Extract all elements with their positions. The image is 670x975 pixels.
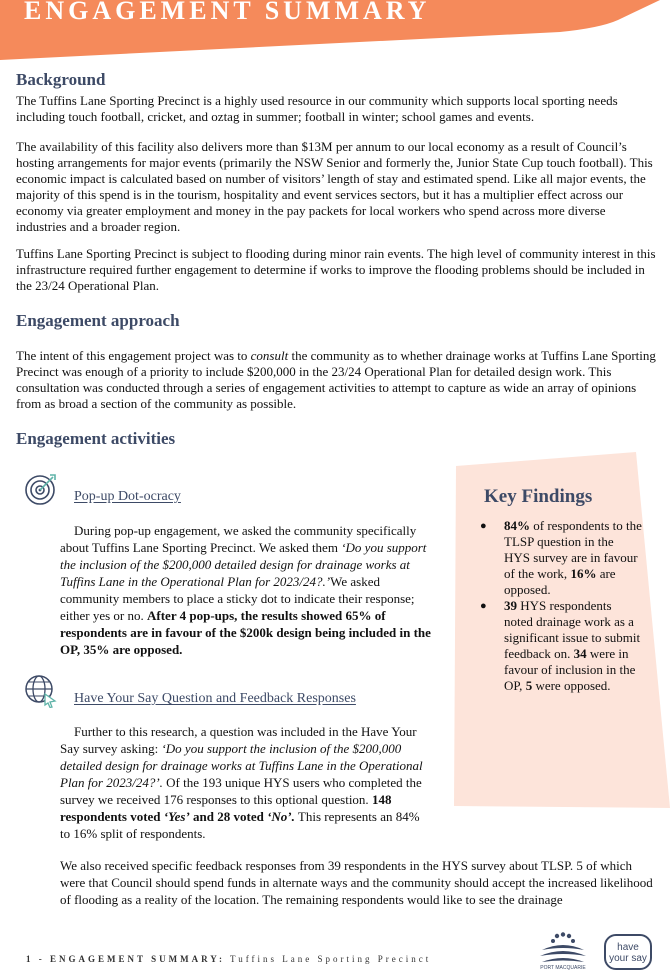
target-icon [24,472,58,506]
background-paragraph-1: The Tuffins Lane Sporting Precinct is a highly used resource in our community which supports local sporting needs including touch football, cricket, and oztag in summer; football in winter; school games and events. [16,93,618,124]
key-findings-title: Key Findings [484,486,593,507]
background-heading: Background [16,70,106,89]
globe-icon [24,674,58,708]
key-finding-item: ● 39 HYS respondents noted drainage work as a significant issue to submit feedback on. 34 were in favour of inclusion in the OP, 5 were opposed. [480,598,641,693]
page-footer: 1 - ENGAGEMENT SUMMARY: Tuffins Lane Sporting Precinct [26,954,432,964]
hys-feedback-paragraph: We also received specific feedback responses from 39 respondents in the HYS survey about TLSP. 5 of which were that Council should spend funds in alternate ways and the community should accept the increased likelihood of flooding as a reality of the location. The remaining respondents would like to see the drainage [60,858,653,907]
hys-activity-title: Have Your Say Question and Feedback Responses [74,691,356,706]
approach-heading: Engagement approach [16,311,180,330]
have-your-say-logo [604,934,652,970]
popup-activity-paragraph: During pop-up engagement, we asked the community specifically about Tuffins Lane Sporting Precinct. We asked them ‘Do you support the inclusion of the $200,000 detailed design for drainage works at Tuffins Lane in the Operational Plan for 2023/24?.’We asked community members to place a sticky dot to indicate their response; either yes or no. After 4 pop-ups, the results showed 65% of respondents are in favour of the $200k design being included in the OP, 35% are opposed. [60,523,431,657]
bullet-icon: ● [480,520,487,532]
council-logo [536,932,590,970]
svg-text:PORT MACQUARIE: PORT MACQUARIE [540,965,586,970]
background-paragraph-3: Tuffins Lane Sporting Precinct is subject to flooding during minor rain events. The high level of community interest in this infrastructure required further engagement to determine if works to improve the flooding problems should be included in the 23/24 Operational Plan. [16,246,656,293]
key-findings-list [480,518,642,694]
bullet-icon: ● [480,600,487,612]
activities-heading: Engagement activities [16,429,176,448]
key-finding-item: ● 84% of respondents to the TLSP question in the HYS survey are in favour of the work, 16% are opposed. [480,518,642,597]
page-title: ENGAGEMENT SUMMARY [24,0,431,25]
hys-activity-paragraph: Further to this research, a question was included in the Have Your Say survey asking: ‘Do you support the inclusion of the $200,000 detailed design for drainage works at Tuffins Lane in the Operational Plan for 2023/24?’. Of the 193 unique HYS users who completed the survey we received 176 responses to this optional question. 148 respondents voted ‘Yes’ and 28 voted ‘No’. This represents an 84% to 16% split of respondents. [60,724,423,841]
hys-logo-line-2: your say [609,953,647,964]
approach-paragraph: The intent of this engagement project was to consult the community as to whether drainage works at Tuffins Lane Sporting Precinct was enough of a priority to include $200,000 in the 23/24 Operational Plan for detailed design work. This consultation was conducted through a series of engagement activities to attempt to capture as wide an array of opinions from as broad a section of the community as possible. [16,348,656,411]
popup-activity-title: Pop-up Dot-ocracy [74,489,181,504]
hys-logo-line-1: have [617,942,639,953]
background-paragraph-2: The availability of this facility also delivers more than $13M per annum to our local economy as a result of Council’s hosting arrangements for major events (primarily the NSW Senior and formerly the, Junior State Cup touch football). This economic impact is calculated based on number of visitors’ length of stay and estimated spend. Like all major events, the majority of this spend is in the tourism, hospitality and event services sectors, but it has a multiplier effect across our economy via greater employment and money in the pay packets for local workers who spend across more diverse industries and a broader region. [16,139,653,234]
header-banner [0,0,670,62]
